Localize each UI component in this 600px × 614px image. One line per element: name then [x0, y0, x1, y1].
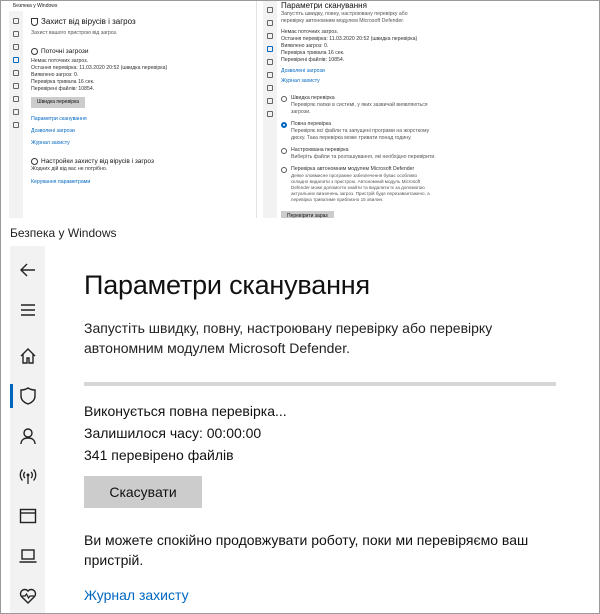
mini-left-content: [31, 11, 252, 218]
mini-nav-rail: [9, 11, 23, 218]
back-button[interactable]: [10, 254, 45, 286]
nav-home[interactable]: [10, 340, 45, 372]
mini-wireless-icon: [13, 83, 19, 89]
mini-screenshot-scan-options: [263, 0, 593, 218]
page-title: Параметри сканування: [84, 270, 370, 300]
mini-section-settings: Настройки захисту від вірусів і загроз: [31, 157, 252, 166]
mini-gear-icon: [31, 158, 38, 165]
mini-shield-icon: [13, 57, 19, 63]
mini-scan-duration: Перевірка тривала 16 сек.: [31, 79, 95, 85]
mini-nav-rail-right: [263, 0, 277, 218]
nav-firewall[interactable]: [10, 460, 45, 492]
mini-app-title: Безпека у Windows: [13, 3, 58, 9]
mini-heart-icon: [13, 122, 19, 128]
continue-working-note: Ви можете спокійно продовжувати роботу, поки ми перевіряємо ваш пристрій.: [84, 532, 529, 568]
mini-right-no-threats: Немає поточних загроз.: [281, 29, 339, 35]
home-icon: [18, 346, 38, 366]
mini-menu-icon: [13, 31, 19, 37]
app-title: Безпека у Windows: [10, 226, 117, 240]
nav-rail: [10, 246, 45, 614]
mini-wireless-icon: [267, 72, 273, 78]
nav-device-security[interactable]: [10, 540, 45, 572]
mini-heart-icon: [267, 111, 273, 117]
radio-quick[interactable]: [281, 96, 287, 102]
wireless-icon: [18, 466, 38, 486]
browser-window-icon: [18, 506, 38, 526]
files-checked: 341 перевірено файлів: [84, 447, 234, 463]
mini-home-icon: [267, 33, 273, 39]
mini-right-link-allowed[interactable]: Дозволені загрози: [281, 68, 325, 74]
protection-history-link[interactable]: Журнал захисту: [84, 587, 189, 603]
mini-laptop-icon: [267, 98, 273, 104]
mini-refresh-icon: [31, 48, 38, 55]
mini-shield-icon: [267, 46, 273, 52]
mini-heading: Захист від вірусів і загроз: [31, 17, 252, 27]
mini-settings-desc: Жодних дій від вас не потрібно.: [31, 166, 108, 172]
mini-right-last-scan: Остання перевірка: 11.03.2020 20:52 (швидка перевірка): [281, 36, 418, 42]
mini-back-icon: [267, 7, 273, 13]
mini-back-icon: [13, 18, 19, 24]
scan-status: Виконується повна перевірка...: [84, 403, 287, 419]
nav-device-health[interactable]: [10, 580, 45, 612]
mini-option-full-desc: Перевіряє всі файли та запущені програми на жорсткому диску. Така перевірка може тривати понад годину.: [291, 128, 430, 141]
mini-files-scanned: Перевірені файлів: 10854.: [31, 86, 95, 92]
mini-last-scan: Остання перевірка: 11.03.2020 20:52 (швидка перевірка): [31, 65, 168, 71]
radio-custom[interactable]: [281, 148, 287, 154]
scan-progress-bar: [84, 382, 556, 386]
mini-option-quick-desc: Перевіряє папки в системі, у яких зазвичай виявляються загрози.: [291, 102, 428, 115]
back-arrow-icon: [18, 260, 38, 280]
mini-screenshot-virus-protection: [9, 0, 257, 218]
mini-option-full[interactable]: Повна перевірка: [281, 121, 589, 128]
radio-offline[interactable]: [281, 167, 287, 173]
mini-right-files-scanned: Перевірені файлів: 10854.: [281, 57, 345, 63]
mini-option-custom[interactable]: Настроювана перевірка: [281, 147, 589, 154]
mini-window-icon: [13, 96, 19, 102]
mini-person-icon: [267, 59, 273, 65]
menu-button[interactable]: [10, 294, 45, 326]
radio-full-selected[interactable]: [281, 122, 287, 128]
nav-account-protection[interactable]: [10, 420, 45, 452]
shield-icon: [18, 386, 38, 406]
mini-menu-icon: [267, 20, 273, 26]
mini-link-allowed-threats[interactable]: Дозволені загрози: [31, 128, 75, 134]
time-remaining: Залишилося часу: 00:00:00: [84, 425, 262, 441]
mini-window-icon: [267, 85, 273, 91]
mini-right-link-history[interactable]: Журнал захисту: [281, 78, 320, 84]
mini-link-protection-history[interactable]: Журнал захисту: [31, 140, 70, 146]
mini-link-manage-settings[interactable]: Керування параметрами: [31, 179, 91, 185]
mini-right-heading: Параметри сканування: [281, 1, 367, 10]
mini-right-desc: Запустіть швидку, повну, настроювану перевірку або перевірку автономним модулем Microsoft Defender.: [281, 11, 408, 24]
mini-option-offline[interactable]: Перевірка автономним модулем Microsoft Defender: [281, 166, 589, 173]
person-icon: [18, 426, 38, 446]
mini-option-custom-desc: Виберіть файли та розташування, які необхідно перевірити.: [291, 154, 436, 160]
nav-virus-protection[interactable]: [10, 380, 45, 412]
mini-right-content: [281, 0, 589, 218]
laptop-icon: [18, 546, 38, 566]
cancel-button[interactable]: Скасувати: [84, 476, 202, 508]
mini-link-scan-options[interactable]: Параметри сканування: [31, 116, 87, 122]
mini-quick-scan-button[interactable]: Швидка перевірка: [31, 97, 85, 108]
mini-no-threats: Немає поточних загроз.: [31, 58, 89, 64]
nav-app-browser-control[interactable]: [10, 500, 45, 532]
mini-threats-found: Виявлено загроз: 0.: [31, 72, 79, 78]
hamburger-menu-icon: [18, 300, 38, 320]
mini-option-offline-desc: Деяке зловмисне програмне забезпечення буває особливо складно видалити з пристрою. Автономний модуль Microsoft Defender може допомогти знайти та видалити їх за допомогою актуальних визначень загроз. Пристрій буде перезавантажено, а перевірка триватиме приблизно 15 хвилин.: [291, 173, 430, 202]
mini-right-threats-found: Виявлено загроз: 0.: [281, 43, 329, 49]
mini-person-icon: [13, 70, 19, 76]
mini-subtitle: Захист вашого пристрою від загроз.: [31, 30, 118, 36]
mini-shield-heading-icon: [31, 18, 38, 26]
mini-laptop-icon: [13, 109, 19, 115]
mini-option-quick[interactable]: Швидка перевірка: [281, 95, 589, 102]
mini-right-scan-duration: Перевірка тривала 16 сек.: [281, 50, 345, 56]
mini-section-threats: Поточні загрози: [31, 47, 252, 56]
mini-scan-now-button[interactable]: Перевірити зараз: [281, 211, 334, 218]
mini-home-icon: [13, 44, 19, 50]
page-description: Запустіть швидку, повну, настроювану перевірку або перевірку автономним модулем Microsoft Defender.: [84, 320, 493, 356]
heart-health-icon: [18, 586, 38, 606]
